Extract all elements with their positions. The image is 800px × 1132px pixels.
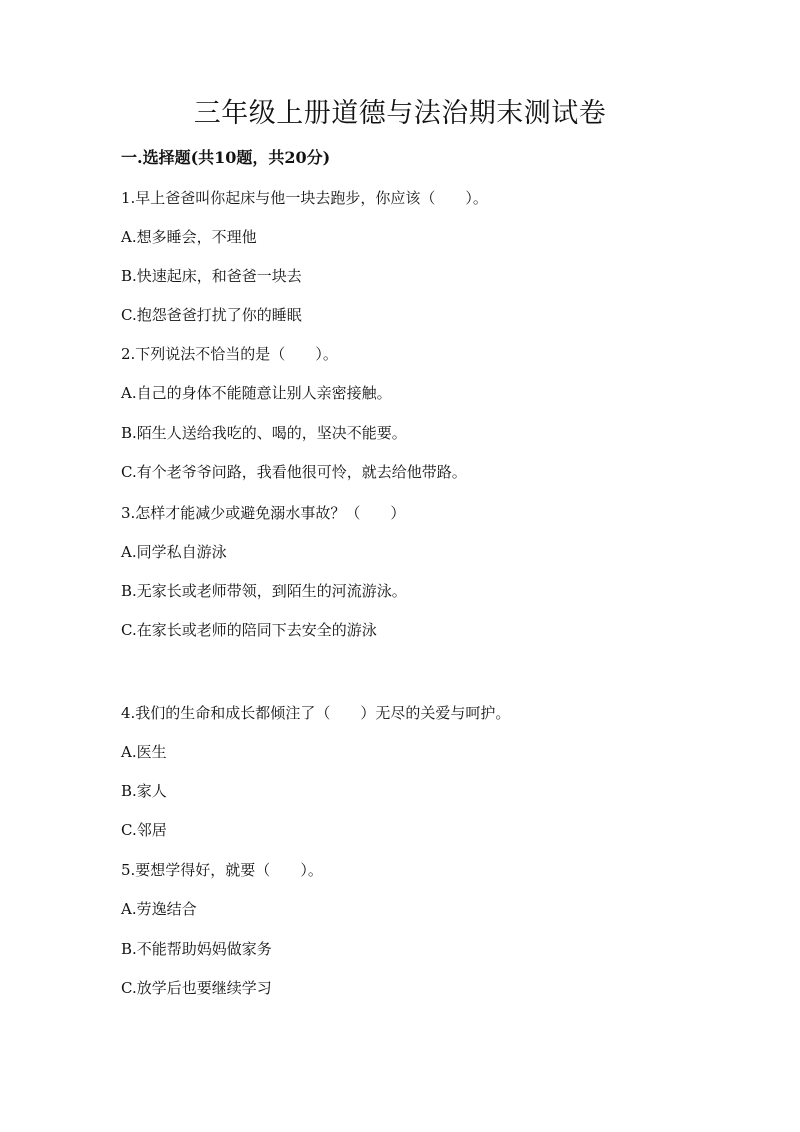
question-5-option-b[interactable]: B.不能帮助妈妈做家务 [121,940,272,958]
question-3-option-a[interactable]: A.同学私自游泳 [121,543,227,561]
question-1-option-a[interactable]: A.想多睡会，不理他 [121,228,257,246]
question-5-option-a[interactable]: A.劳逸结合 [121,900,197,918]
question-1-option-c[interactable]: C.抱怨爸爸打扰了你的睡眠 [121,306,302,324]
question-4-stem: 4.我们的生命和成长都倾注了（ ）无尽的关爱与呵护。 [121,704,511,722]
question-4-option-c[interactable]: C.邻居 [121,821,167,839]
question-5-option-c[interactable]: C.放学后也要继续学习 [121,979,272,997]
question-5-stem: 5.要想学得好，就要（ ）。 [121,861,323,879]
question-1-stem: 1.早上爸爸叫你起床与他一块去跑步，你应该（ ）。 [121,189,488,207]
page-title: 三年级上册道德与法治期末测试卷 [193,98,607,129]
question-3-option-b[interactable]: B.无家长或老师带领，到陌生的河流游泳。 [121,582,407,600]
question-3-option-c[interactable]: C.在家长或老师的陪同下去安全的游泳 [121,621,377,639]
question-3-stem: 3.怎样才能减少或避免溺水事故？（ ） [121,504,406,522]
question-4-option-a[interactable]: A.医生 [121,743,167,761]
question-2-stem: 2.下列说法不恰当的是（ ）。 [121,345,338,363]
question-2-option-c[interactable]: C.有个老爷爷问路，我看他很可怜，就去给他带路。 [121,463,467,481]
question-2-option-a[interactable]: A.自己的身体不能随意让别人亲密接触。 [121,384,392,402]
section-heading: 一.选择题(共10题，共20分) [121,148,331,167]
question-2-option-b[interactable]: B.陌生人送给我吃的、喝的，坚决不能要。 [121,424,407,442]
question-4-option-b[interactable]: B.家人 [121,782,167,800]
question-1-option-b[interactable]: B.快速起床，和爸爸一块去 [121,267,302,285]
